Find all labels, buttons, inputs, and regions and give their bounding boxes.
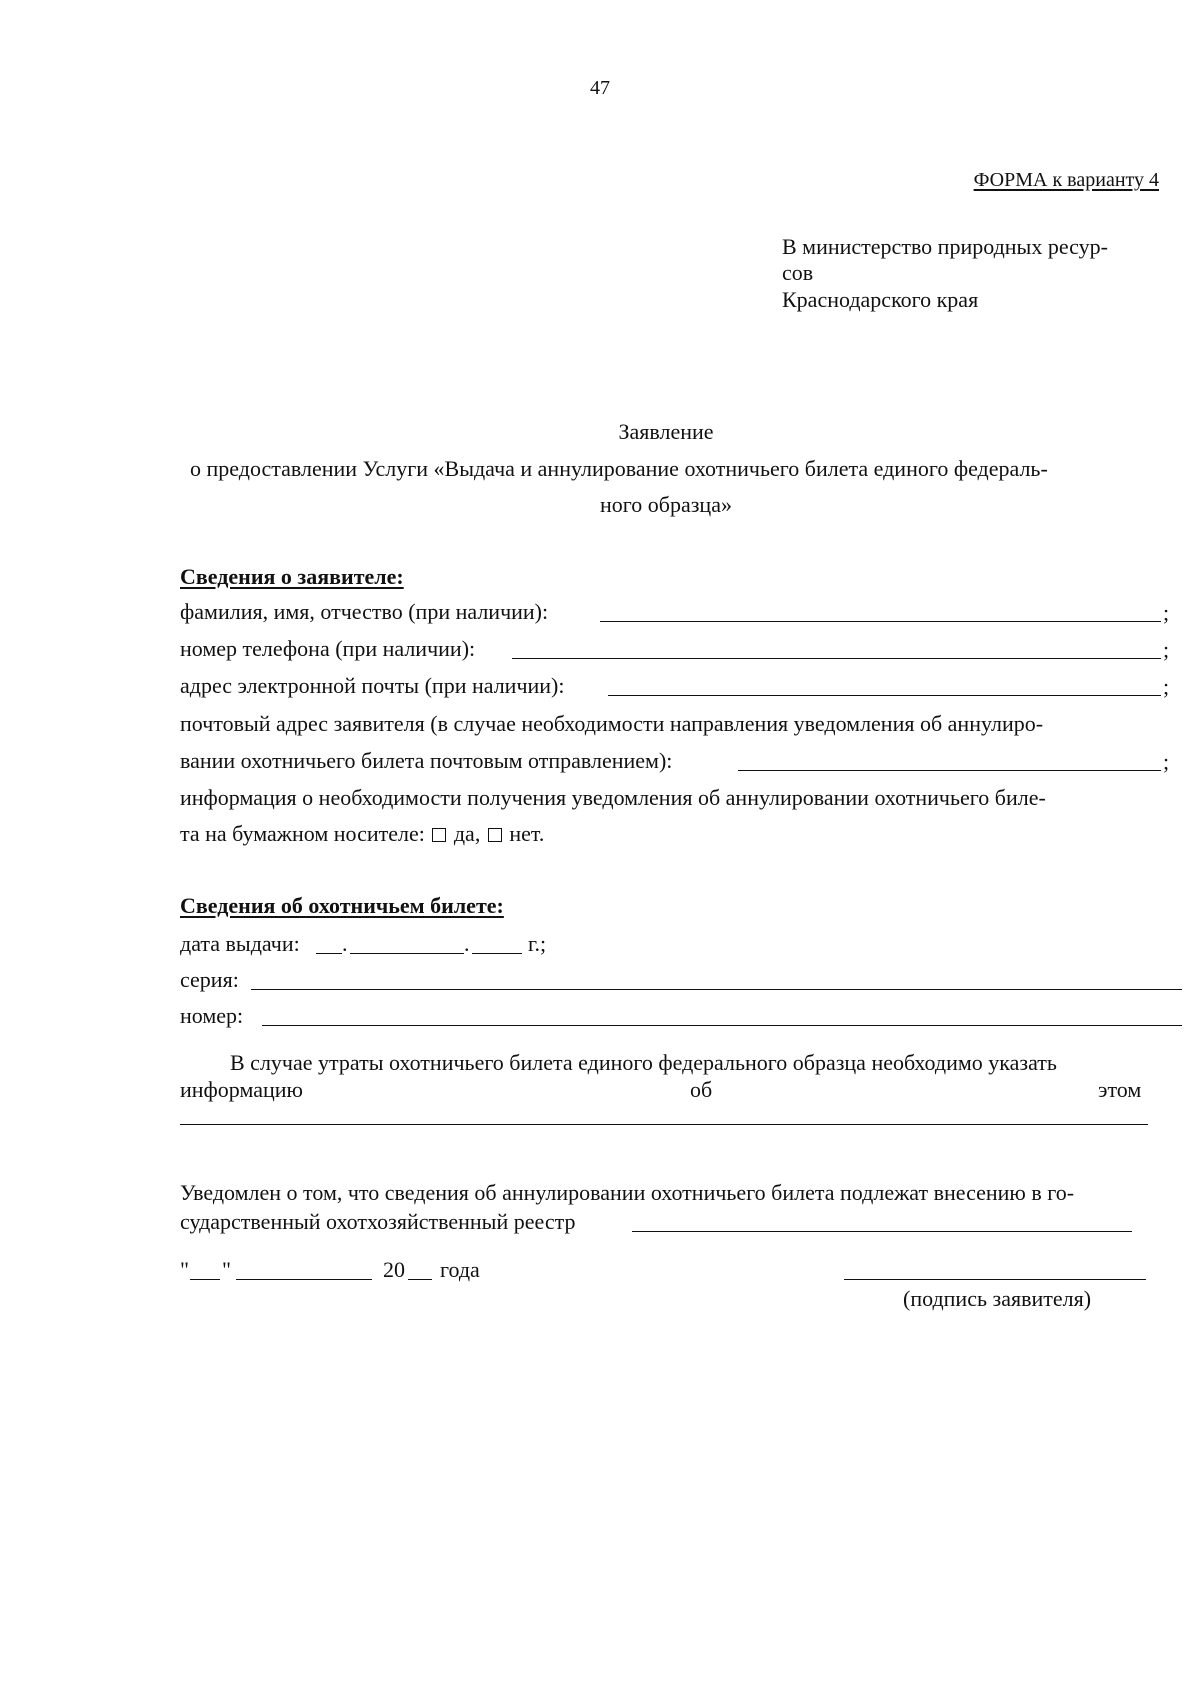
yes-checkbox[interactable]	[432, 828, 446, 842]
series-field[interactable]	[251, 989, 1182, 990]
series-label: серия:	[180, 967, 239, 992]
date-suffix: г.;	[528, 931, 547, 956]
fio-field[interactable]	[600, 621, 1161, 622]
semicolon: ;	[1163, 674, 1170, 699]
fio-label: фамилия, имя, отчество (при наличии):	[180, 599, 549, 624]
number-label: номер:	[180, 1003, 244, 1028]
addressee-line: сов	[782, 260, 814, 285]
sign-day-field[interactable]	[190, 1279, 220, 1280]
paper-label-prefix: та на бумажном носителе:	[180, 821, 425, 846]
date-quote: "	[180, 1257, 189, 1282]
registry-acknowledgment-field[interactable]	[632, 1231, 1132, 1232]
postal-field[interactable]	[738, 770, 1161, 771]
yes-label: да,	[453, 821, 481, 846]
paper-option-row	[180, 820, 544, 848]
notice-text: сударственный охотхозяйственный реестр	[180, 1209, 576, 1234]
addressee-line: Краснодарского края	[782, 287, 979, 312]
signature-caption: (подпись заявителя)	[903, 1286, 1092, 1311]
issue-month-field[interactable]	[350, 953, 464, 954]
loss-text: этом	[1098, 1077, 1142, 1102]
phone-label: номер телефона (при наличии):	[180, 636, 476, 661]
notice-text: Уведомлен о том, что сведения об аннулировании охотничьего билета подлежат внесению в го-	[180, 1180, 1075, 1205]
no-label: нет.	[509, 821, 545, 846]
number-field[interactable]	[262, 1025, 1182, 1026]
phone-field[interactable]	[512, 658, 1161, 659]
postal-label: почтовый адрес заявителя (в случае необходимости направления уведомления об аннулиро-	[180, 711, 1044, 736]
loss-info-field[interactable]	[180, 1124, 1148, 1125]
loss-text: В случае утраты охотничьего билета единого федерального образца необходимо указать	[230, 1050, 1057, 1075]
date-separator: .	[464, 931, 470, 956]
applicant-heading: Сведения о заявителе:	[180, 564, 404, 589]
issue-date-label: дата выдачи:	[180, 931, 300, 956]
issue-day-field[interactable]	[316, 953, 342, 954]
year-prefix: 20	[383, 1257, 405, 1282]
email-field[interactable]	[608, 695, 1161, 696]
form-reference: ФОРМА к варианту 4	[973, 169, 1159, 191]
date-quote: "	[222, 1257, 231, 1282]
sign-month-field[interactable]	[236, 1279, 372, 1280]
title-heading: Заявление	[618, 419, 714, 444]
ticket-heading: Сведения об охотничьем билете:	[180, 893, 504, 918]
issue-year-field[interactable]	[472, 953, 522, 954]
postal-label: вании охотничьего билета почтовым отправлением):	[180, 748, 673, 773]
title-line: о предоставлении Услуги «Выдача и аннулирование охотничьего билета единого федераль-	[190, 456, 1048, 481]
year-suffix: года	[440, 1257, 480, 1282]
date-separator: .	[342, 931, 348, 956]
semicolon: ;	[1163, 600, 1170, 625]
no-checkbox[interactable]	[488, 828, 502, 842]
loss-text: информацию	[180, 1077, 303, 1102]
sign-year-field[interactable]	[408, 1279, 432, 1280]
loss-text: об	[690, 1077, 713, 1102]
signature-field[interactable]	[844, 1279, 1146, 1280]
addressee-line: В министерство природных ресур-	[782, 234, 1108, 259]
paper-label: информация о необходимости получения уведомления об аннулировании охотничьего биле-	[180, 785, 1046, 810]
email-label: адрес электронной почты (при наличии):	[180, 673, 565, 698]
title-line: ного образца»	[600, 492, 732, 517]
semicolon: ;	[1163, 637, 1170, 662]
semicolon: ;	[1163, 749, 1170, 774]
page-number: 47	[590, 77, 610, 99]
